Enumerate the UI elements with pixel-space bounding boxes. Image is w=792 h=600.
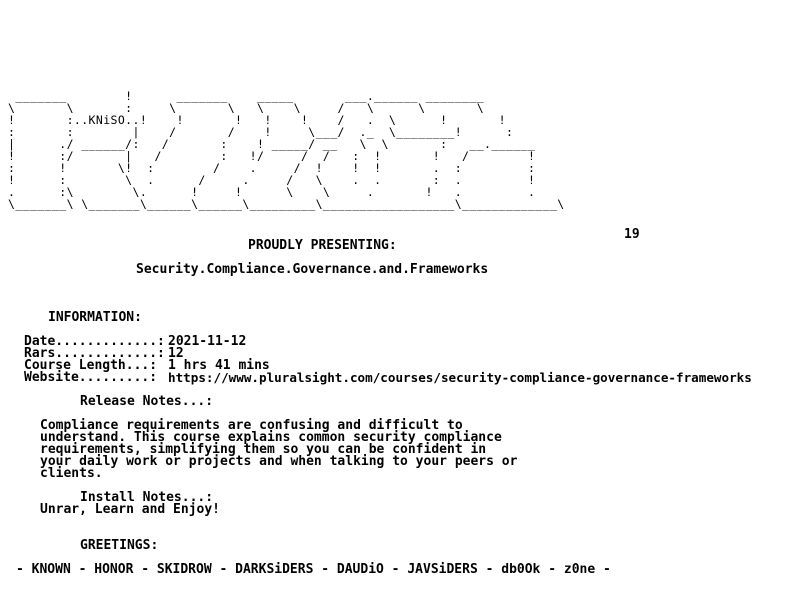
info-website-label: Website.........: [24,370,158,385]
greetings-heading: GREETINGS: [80,538,159,553]
install-notes-heading: Install Notes...: [80,490,214,505]
info-rars-value: 12 [168,346,184,361]
release-notes-line: your daily work or projects and when talking to your peers or [40,454,518,469]
information-heading: INFORMATION: [48,310,142,325]
info-website-value[interactable]: https://www.pluralsight.com/courses/security-compliance-governance-frameworks [168,370,752,385]
greetings-list: - KNOWN - HONOR - SKIDROW - DARKSiDERS - DAUDiO - JAVSiDERS - db0Ok - z0ne - [16,562,611,577]
logo-number: 19 [624,227,640,242]
release-notes-line: Compliance requirements are confusing and difficult to [40,418,463,433]
release-notes-heading: Release Notes...: [80,394,214,409]
release-notes-line: understand. This course explains common security compliance [40,430,502,445]
presenting-heading: PROUDLY PRESENTING: [248,238,397,253]
ascii-logo: _______ ! _______ _____ ___.______ ________ \ \ : \ \ \ \ / \ \ \ ! :..KNiSO..! ! ! ! ! / . \ ! ! : : | / / ! \___/ ._ \________! : | ./ ______/: / : ! _____/ __ \ \ : __.______ ! :/ | / : !/ / / : ! ! / ! : ! \! : / . / ! ! ! . : : ! : \ . / . / \ . . : . ! . :\ \. ! ! \ \ . ! . . \_______\ \_______\______\______\_________\__________________\_____________\ [8,89,565,211]
info-date-label: Date.............: [24,334,165,349]
release-notes-line: requirements, simplifying them so you can be confident in [40,442,487,457]
release-notes-line: clients. [40,466,103,481]
info-length-label: Course Length...: [24,358,158,373]
info-date-value: 2021-11-12 [168,334,247,349]
info-rars-label: Rars.............: [24,346,165,361]
info-length-value: 1 hrs 41 mins [168,358,270,373]
release-title: Security.Compliance.Governance.and.Frameworks [136,262,489,277]
install-notes-text: Unrar, Learn and Enjoy! [40,502,221,517]
